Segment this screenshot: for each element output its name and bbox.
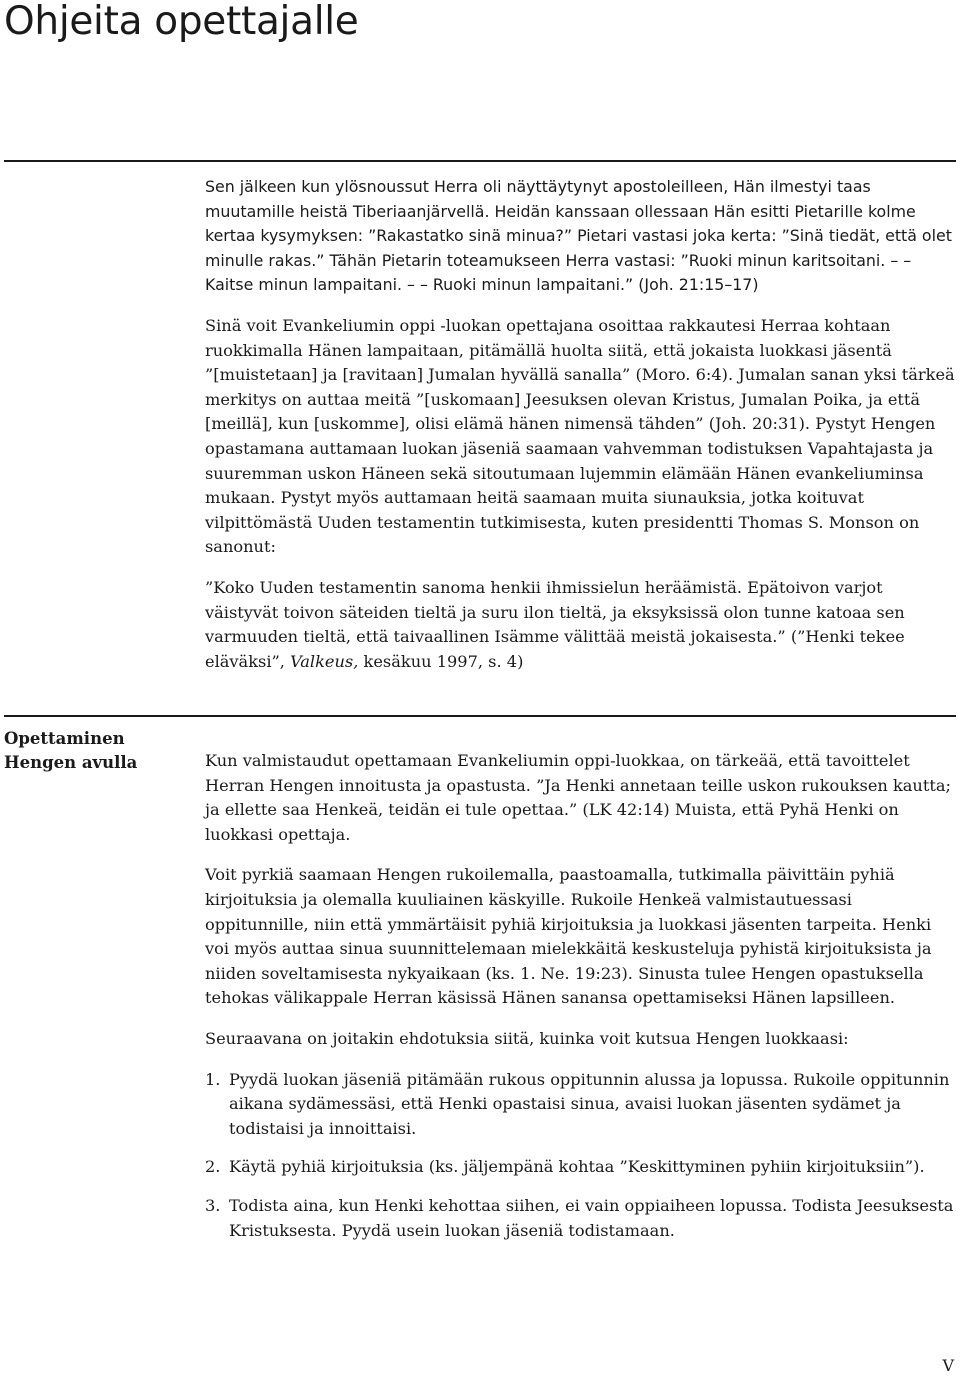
section-divider-top bbox=[4, 160, 956, 162]
intro-section bbox=[205, 175, 957, 690]
section-heading-teaching-by-spirit: Opettaminen Hengen avulla bbox=[4, 729, 138, 772]
list-item-number: 1. bbox=[205, 1069, 221, 1089]
section-divider-middle bbox=[4, 715, 956, 717]
list-item bbox=[205, 1068, 957, 1142]
list-item bbox=[205, 1155, 957, 1180]
spirit-paragraph-1: Kun valmistaudut opettamaan Evankeliumin oppi-luokkaa, on tärkeää, että tavoittelet Herran Hengen innoitusta ja opastusta. ”Ja Henki annetaan teille uskon rukouksen kautta; ja ellette saa Henkeä, teidän ei tule opettaa.” (LK 42:14) Muista, että Pyhä Henki on luokkasi opettaja. bbox=[205, 751, 951, 844]
page-number: V bbox=[942, 1356, 954, 1375]
monson-quote bbox=[205, 576, 957, 674]
suggestions-list bbox=[205, 1068, 957, 1244]
spirit-paragraph-3: Seuraavana on joitakin ehdotuksia siitä, kuinka voit kutsua Hengen luokkaasi: bbox=[205, 1028, 849, 1048]
page-title: Ohjeita opettajalle bbox=[4, 0, 359, 44]
list-item-text: Käytä pyhiä kirjoituksia (ks. jäljempänä kohtaa ”Keskittyminen pyhiin kirjoituksiin”). bbox=[229, 1157, 925, 1177]
quote-date: kesäkuu 1997, s. 4) bbox=[358, 651, 524, 671]
intro-paragraph: Sinä voit Evankeliumin oppi -luokan opettajana osoittaa rakkautesi Herraa kohtaan ruokkimalla Hänen lampaitaan, pitämällä huolta siitä, että jokaista luokkasi jäsentä ”[muistetaan] ja [ravitaan] Jumalan hyvällä sanalla” (Moro. 6:4). Jumalan sanan yksi tärkeä merkitys on auttaa meitä ”[uskomaan] Jeesuksen olevan Kristus, Jumalan Poika, ja että [meillä], kun [uskomme], olisi elämä hänen nimensä tähden” (Joh. 20:31). Pystyt Hengen opastamana auttamaan luokan jäseniä saamaan vahvemman todistuksen Vapahtajasta ja suuremman uskon Häneen sekä sitoutumaan lujemmin elämään Hänen evankeliuminsa mukaan. Pystyt myös auttamaan heitä saamaan muita siunauksia, jotka koituvat vilpittömästä Uuden testamentin tutkimisesta, kuten presidentti Thomas S. Monson on sanonut: bbox=[205, 315, 955, 557]
scripture-passage: Sen jälkeen kun ylösnoussut Herra oli näyttäytynyt apostoleilleen, Hän ilmestyi taas muutamille heistä Tiberiaanjärvellä. Heidän kanssaan ollessaan Hän esitti Pietarille kolme kertaa kysymyksen: ”Rakastatko sinä minua?” Pietari vastasi joka kerta: ”Sinä tiedät, että olet minulle rakas.” Tähän Pietarin toteamukseen Herra vastasi: ”Ruoki minun karitsoitani. – – Kaitse minun lampaitani. – – Ruoki minun lampaitani.” (Joh. 21:15–17) bbox=[205, 177, 952, 295]
quote-text: ”Koko Uuden testamentin sanoma henkii ihmissielun heräämistä. Epätoivon varjot väistyvät toivon säteiden tieltä ja suru ilon tieltä, ja eksyksissä olon tunne katoaa sen varmuuden tieltä, että taivaallinen Isämme välittää meistä jokaisesta.” (”Henki tekee eläväksi”, bbox=[205, 577, 905, 671]
teaching-by-spirit-section bbox=[205, 749, 957, 1257]
list-item bbox=[205, 1194, 957, 1243]
list-item-text: Todista aina, kun Henki kehottaa siihen, ei vain oppiaiheen lopussa. Todista Jeesuksesta Kristuksesta. Pyydä usein luokan jäseniä todistamaan. bbox=[229, 1195, 954, 1240]
list-item-number: 3. bbox=[205, 1195, 221, 1215]
list-item-text: Pyydä luokan jäseniä pitämään rukous oppitunnin alussa ja lopussa. Rukoile oppitunnin aikana sydämessäsi, että Henki opastaisi sinua, avaisi luokan jäsenten sydämet ja todistaisi ja innoittaisi. bbox=[229, 1069, 950, 1138]
spirit-paragraph-2: Voit pyrkiä saamaan Hengen rukoilemalla, paastoamalla, tutkimalla päivittäin pyhiä kirjoituksia ja olemalla kuuliainen käskyille. Rukoile Henkeä valmistautuessasi oppitunnille, niin että ymmärtäisit pyhiä kirjoituksia ja luokkasi jäsenten tarpeita. Henki voi myös auttaa sinua suunnittelemaan mielekkäitä keskusteluja pyhistä kirjoituksista ja niiden soveltamisesta nykyaikaan (ks. 1. Ne. 19:23). Sinusta tulee Hengen opastuksella tehokas välikappale Herran käsissä Hänen sanansa opettamiseksi Hänen lapsilleen. bbox=[205, 865, 932, 1008]
quote-source: Valkeus, bbox=[290, 651, 359, 671]
list-item-number: 2. bbox=[205, 1157, 221, 1177]
